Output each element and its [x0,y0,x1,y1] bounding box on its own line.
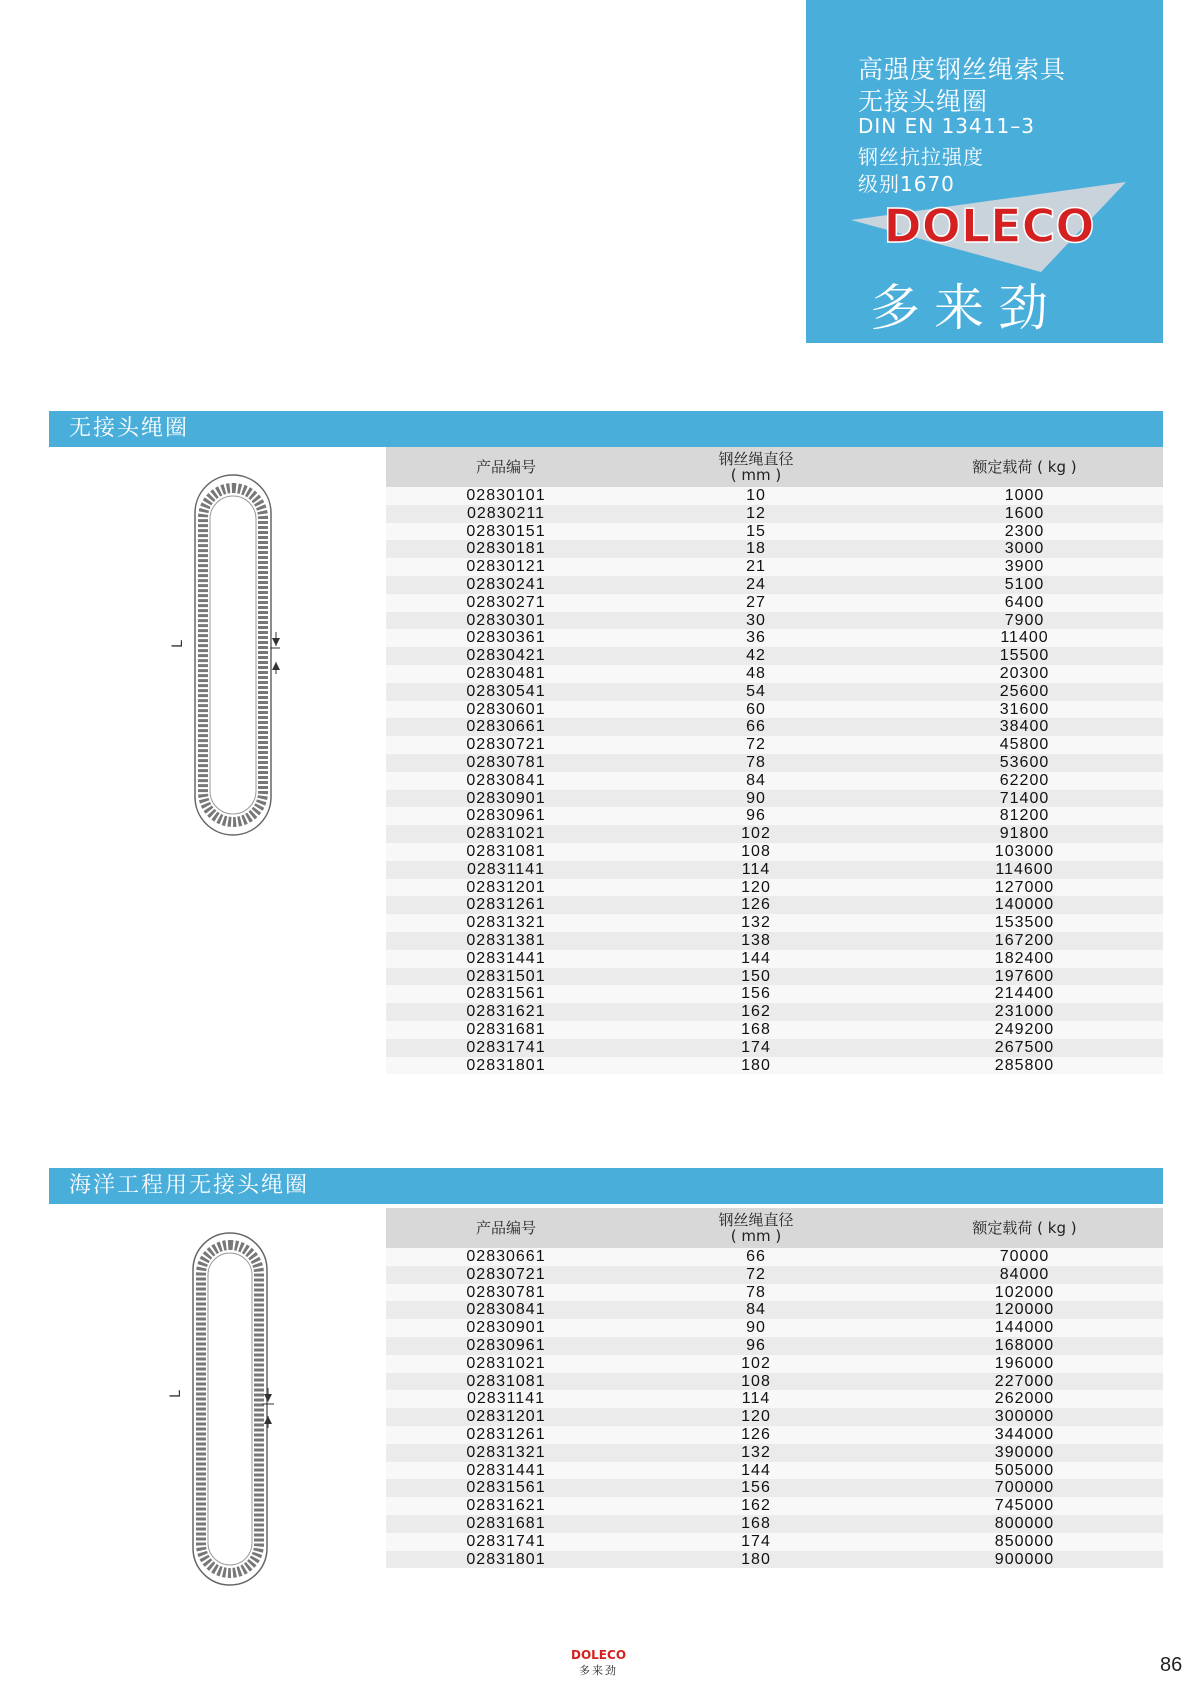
cell-diameter: 126 [626,896,886,914]
cell-diameter: 72 [626,736,886,754]
table-header-row [386,447,1163,487]
cell-product-code: 02831081 [386,1373,626,1391]
footer-logo [571,1648,626,1678]
table-row [386,540,1163,558]
cell-diameter: 180 [626,1551,886,1569]
table-row [386,1319,1163,1337]
cell-rated-load: 214400 [886,985,1163,1003]
section-title-bar: 无接头绳圈 [49,411,1163,447]
cell-diameter: 84 [626,1301,886,1319]
cell-product-code: 02830901 [386,790,626,808]
cell-rated-load: 3900 [886,558,1163,576]
cell-product-code: 02830481 [386,665,626,683]
cell-diameter: 102 [626,825,886,843]
cell-diameter: 72 [626,1266,886,1284]
cell-diameter: 144 [626,950,886,968]
cell-rated-load: 700000 [886,1479,1163,1497]
cell-product-code: 02831081 [386,843,626,861]
cell-product-code: 02831201 [386,1408,626,1426]
cell-rated-load: 850000 [886,1533,1163,1551]
cell-product-code: 02830421 [386,647,626,665]
table-row [386,825,1163,843]
cell-rated-load: 114600 [886,861,1163,879]
header-strength-label: 钢丝抗拉强度 [858,145,984,169]
cell-diameter: 108 [626,1373,886,1391]
table-row [386,896,1163,914]
cell-rated-load: 745000 [886,1497,1163,1515]
cell-diameter: 10 [626,487,886,505]
table-row [386,1337,1163,1355]
cell-product-code: 02831681 [386,1515,626,1533]
svg-text:L: L [170,640,186,648]
cell-diameter: 150 [626,968,886,986]
cell-product-code: 02831561 [386,1479,626,1497]
table-row [386,1479,1163,1497]
table-row [386,1444,1163,1462]
cell-diameter: 48 [626,665,886,683]
cell-diameter: 162 [626,1003,886,1021]
cell-product-code: 02831741 [386,1039,626,1057]
table-row [386,985,1163,1003]
cell-product-code: 02831801 [386,1057,626,1075]
cell-rated-load: 45800 [886,736,1163,754]
cell-product-code: 02830361 [386,629,626,647]
cell-diameter: 156 [626,985,886,1003]
cell-product-code: 02831561 [386,985,626,1003]
table-row [386,807,1163,825]
table-row [386,968,1163,986]
cell-rated-load: 231000 [886,1003,1163,1021]
cell-product-code: 02830601 [386,701,626,719]
cell-product-code: 02831621 [386,1003,626,1021]
cell-diameter: 102 [626,1355,886,1373]
cell-rated-load: 390000 [886,1444,1163,1462]
col-diameter [626,1208,886,1248]
cell-product-code: 02830121 [386,558,626,576]
cell-rated-load: 3000 [886,540,1163,558]
cell-diameter: 156 [626,1479,886,1497]
table-row [386,629,1163,647]
grommet-diagram [170,470,280,840]
cell-diameter: 144 [626,1462,886,1480]
cell-rated-load: 38400 [886,718,1163,736]
cell-product-code: 02830181 [386,540,626,558]
col-diameter-label: 钢丝绳直径 [718,450,794,468]
table-row [386,683,1163,701]
cell-diameter: 90 [626,1319,886,1337]
cell-rated-load: 53600 [886,754,1163,772]
cell-product-code: 02830541 [386,683,626,701]
cell-product-code: 02831441 [386,1462,626,1480]
table-row [386,1039,1163,1057]
cell-rated-load: 25600 [886,683,1163,701]
col-rated-load: 额定载荷 ( kg ) [886,1208,1163,1248]
cell-diameter: 42 [626,647,886,665]
brand-chinese-name: 多来劲 [870,279,1062,337]
header-banner [806,0,1163,343]
col-diameter-unit: ( mm ) [730,466,782,484]
cell-rated-load: 103000 [886,843,1163,861]
cell-rated-load: 1600 [886,505,1163,523]
table-row [386,1408,1163,1426]
cell-rated-load: 31600 [886,701,1163,719]
cell-rated-load: 140000 [886,896,1163,914]
section-title-bar: 海洋工程用无接头绳圈 [49,1168,1163,1204]
cell-diameter: 138 [626,932,886,950]
table-row [386,1021,1163,1039]
cell-diameter: 24 [626,576,886,594]
table-row [386,754,1163,772]
cell-rated-load: 182400 [886,950,1163,968]
page-number: 86 [1160,1654,1183,1676]
cell-product-code: 02830721 [386,736,626,754]
cell-product-code: 02830151 [386,523,626,541]
col-diameter [626,447,886,487]
cell-diameter: 180 [626,1057,886,1075]
cell-rated-load: 167200 [886,932,1163,950]
table-row [386,576,1163,594]
table-row [386,1497,1163,1515]
table-row [386,1284,1163,1302]
cell-rated-load: 15500 [886,647,1163,665]
cell-product-code: 02830271 [386,594,626,612]
cell-rated-load: 71400 [886,790,1163,808]
spec-table-marine [386,1208,1163,1568]
cell-diameter: 120 [626,1408,886,1426]
cell-rated-load: 70000 [886,1248,1163,1266]
cell-product-code: 02831261 [386,1426,626,1444]
col-product-code: 产品编号 [386,447,626,487]
cell-diameter: 21 [626,558,886,576]
cell-rated-load: 249200 [886,1021,1163,1039]
cell-diameter: 36 [626,629,886,647]
table-row [386,1373,1163,1391]
cell-rated-load: 144000 [886,1319,1163,1337]
cell-product-code: 02831621 [386,1497,626,1515]
cell-diameter: 168 [626,1515,886,1533]
cell-product-code: 02830841 [386,772,626,790]
cell-product-code: 02830841 [386,1301,626,1319]
table-row [386,1426,1163,1444]
table-row [386,843,1163,861]
table-row [386,879,1163,897]
cell-rated-load: 196000 [886,1355,1163,1373]
table-header-row [386,1208,1163,1248]
table-row [386,1533,1163,1551]
cell-product-code: 02831321 [386,914,626,932]
cell-rated-load: 127000 [886,879,1163,897]
cell-rated-load: 81200 [886,807,1163,825]
svg-text:L: L [168,1390,184,1398]
cell-product-code: 02830101 [386,487,626,505]
grommet-diagram [168,1228,278,1590]
table-row [386,1003,1163,1021]
cell-product-code: 02831501 [386,968,626,986]
cell-product-code: 02830211 [386,505,626,523]
cell-diameter: 168 [626,1021,886,1039]
footer-logo-word: DOLECO [571,1648,627,1662]
cell-product-code: 02831141 [386,861,626,879]
cell-rated-load: 20300 [886,665,1163,683]
cell-diameter: 132 [626,914,886,932]
table-row [386,558,1163,576]
header-standard: DIN EN 13411–3 [858,114,1035,138]
cell-product-code: 02830781 [386,754,626,772]
table-row [386,1266,1163,1284]
cell-diameter: 30 [626,612,886,630]
table-row [386,487,1163,505]
cell-rated-load: 84000 [886,1266,1163,1284]
cell-diameter: 132 [626,1444,886,1462]
cell-rated-load: 267500 [886,1039,1163,1057]
table-row [386,861,1163,879]
cell-rated-load: 227000 [886,1373,1163,1391]
cell-product-code: 02830661 [386,718,626,736]
cell-diameter: 18 [626,540,886,558]
cell-rated-load: 800000 [886,1515,1163,1533]
table-row [386,1390,1163,1408]
cell-product-code: 02830241 [386,576,626,594]
doleco-logo [851,182,1126,272]
cell-rated-load: 91800 [886,825,1163,843]
table-row [386,914,1163,932]
cell-rated-load: 262000 [886,1390,1163,1408]
cell-product-code: 02830781 [386,1284,626,1302]
cell-product-code: 02831681 [386,1021,626,1039]
header-title-line2: 无接头绳圈 [858,87,989,116]
cell-diameter: 12 [626,505,886,523]
cell-rated-load: 900000 [886,1551,1163,1569]
header-title-line1: 高强度钢丝绳索具 [858,55,1067,84]
col-diameter-label: 钢丝绳直径 [718,1211,794,1229]
cell-diameter: 174 [626,1039,886,1057]
cell-diameter: 54 [626,683,886,701]
cell-product-code: 02831021 [386,1355,626,1373]
cell-product-code: 02830961 [386,1337,626,1355]
cell-diameter: 114 [626,861,886,879]
cell-product-code: 02831321 [386,1444,626,1462]
table-row [386,665,1163,683]
table-row [386,1462,1163,1480]
table-row [386,1551,1163,1569]
table-row [386,505,1163,523]
cell-rated-load: 1000 [886,487,1163,505]
cell-diameter: 174 [626,1533,886,1551]
cell-diameter: 114 [626,1390,886,1408]
cell-product-code: 02830661 [386,1248,626,1266]
col-rated-load: 额定载荷 ( kg ) [886,447,1163,487]
cell-product-code: 02830721 [386,1266,626,1284]
cell-product-code: 02831141 [386,1390,626,1408]
cell-rated-load: 11400 [886,629,1163,647]
cell-rated-load: 5100 [886,576,1163,594]
cell-diameter: 66 [626,1248,886,1266]
cell-product-code: 02830961 [386,807,626,825]
cell-product-code: 02830901 [386,1319,626,1337]
cell-rated-load: 153500 [886,914,1163,932]
cell-rated-load: 505000 [886,1462,1163,1480]
cell-diameter: 108 [626,843,886,861]
cell-product-code: 02831201 [386,879,626,897]
cell-diameter: 78 [626,754,886,772]
cell-rated-load: 102000 [886,1284,1163,1302]
col-diameter-unit: ( mm ) [730,1227,782,1245]
col-product-code: 产品编号 [386,1208,626,1248]
table-row [386,790,1163,808]
table-row [386,1355,1163,1373]
logo-word: DOLECO [883,199,1095,253]
cell-product-code: 02830301 [386,612,626,630]
table-row [386,932,1163,950]
cell-diameter: 66 [626,718,886,736]
cell-rated-load: 120000 [886,1301,1163,1319]
cell-product-code: 02831801 [386,1551,626,1569]
cell-product-code: 02831261 [386,896,626,914]
cell-rated-load: 2300 [886,523,1163,541]
table-row [386,772,1163,790]
cell-rated-load: 300000 [886,1408,1163,1426]
cell-diameter: 60 [626,701,886,719]
cell-diameter: 78 [626,1284,886,1302]
cell-diameter: 96 [626,807,886,825]
cell-diameter: 162 [626,1497,886,1515]
footer-logo-cn: 多来劲 [579,1664,618,1677]
cell-product-code: 02831381 [386,932,626,950]
table-row [386,612,1163,630]
table-row [386,1248,1163,1266]
cell-rated-load: 7900 [886,612,1163,630]
cell-diameter: 120 [626,879,886,897]
table-row [386,736,1163,754]
table-row [386,523,1163,541]
cell-rated-load: 62200 [886,772,1163,790]
spec-table-standard [386,447,1163,1074]
table-row [386,701,1163,719]
cell-rated-load: 344000 [886,1426,1163,1444]
cell-product-code: 02831441 [386,950,626,968]
table-row [386,1515,1163,1533]
table-row [386,950,1163,968]
cell-diameter: 27 [626,594,886,612]
cell-diameter: 126 [626,1426,886,1444]
table-row [386,718,1163,736]
cell-product-code: 02831021 [386,825,626,843]
table-row [386,1057,1163,1075]
cell-diameter: 96 [626,1337,886,1355]
cell-rated-load: 6400 [886,594,1163,612]
cell-rated-load: 285800 [886,1057,1163,1075]
cell-diameter: 15 [626,523,886,541]
header-grade: 级别1670 [858,172,955,196]
table-row [386,594,1163,612]
table-row [386,1301,1163,1319]
cell-diameter: 90 [626,790,886,808]
cell-diameter: 84 [626,772,886,790]
cell-rated-load: 197600 [886,968,1163,986]
cell-product-code: 02831741 [386,1533,626,1551]
table-row [386,647,1163,665]
cell-rated-load: 168000 [886,1337,1163,1355]
